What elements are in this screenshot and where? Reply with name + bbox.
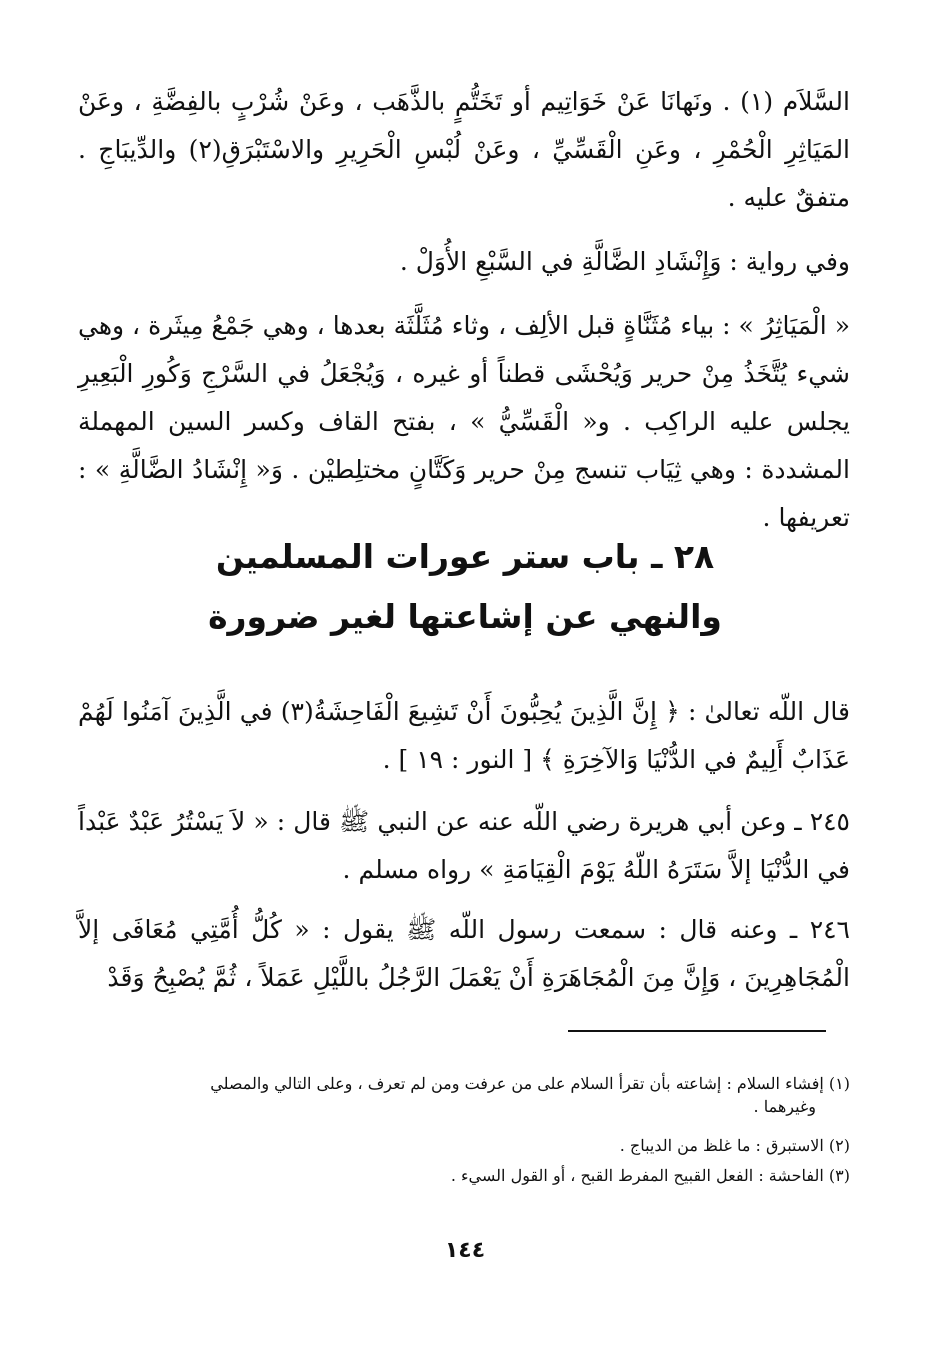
footnote-separator	[568, 1030, 826, 1032]
footnote-1-text: (١) إفشاء السلام : إشاعته بأن تقرأ السلام على من عرفت ومن لم تعرف ، وعلى التالي والمصلي	[210, 1074, 850, 1093]
footnote-3: (٣) الفاحشة : الفعل القبيح المفرط القبح ، أو القول السيء .	[450, 1166, 850, 1185]
paragraph-quran-verse: قال اللّه تعالىٰ : ﴿ إِنَّ الَّذِينَ يُحِبُّونَ أَنْ تَشِيعَ الْفَاحِشَةُ(٣) في الَّذِينَ آمَنُوا لَهُمْ عَذَابٌ أَلِيمٌ في الدُّنْيَا وَالآخِرَةِ ﴾ [ النور : ١٩ ] .	[78, 697, 851, 774]
paragraph-hadith-continuation: السَّلاَم (١) . ونَهانَا عَنْ خَوَاتِيم أو تَخَتُّمٍ بالذَّهَب ، وعَنْ شُرْبٍ بالفِضَّةِ ، وعَنْ المَيَاثِرِ الْحُمْرِ ، وعَنِ الْقَسِّيِّ ، وعَنْ لُبْسِ الْحَرِيرِ والاسْتَبْرَقِ(٢) والدِّيبَاجِ . متفقٌ عليه .	[78, 87, 851, 212]
paragraph-hadith-245: ٢٤٥ ـ وعن أبي هريرة رضي اللّه عنه عن النبي ﷺ قال : « لاَ يَسْتُرُ عَبْدٌ عَبْداً في الدُّنْيَا إلاَّ سَتَرَهُ اللّهُ يَوْمَ الْقِيَامَةِ » رواه مسلم .	[78, 807, 850, 884]
paragraph-explanation: « الْمَيَاثِرُ » : بياء مُثَنَّاةٍ قبل الألِف ، وثاء مُثَلَّثَة بعدها ، وهي جَمْعُ مِيثَرة ، وهي شيء يُتَّخَذُ مِنْ حرير وَيُحْشَى قطناً أو غيره ، وَيُجْعَلُ في السَّرْجِ وَكُورِ الْبَعِيرِ يجلس عليه الراكِب . و« الْقَسِّيُّ » ، بفتح القاف وكسر السين المهملة المشددة : وهي ثِيَاب تنسج مِنْ حرير وَكَتَّانٍ مختلِطيْن . وَ« إِنْشَادُ الضَّالَّةِ » : تعريفها .	[78, 311, 850, 532]
paragraph-narration-variant: وفي رواية : وَإِنْشَادِ الضَّالَّةِ في السَّبْعِ الأُوَلْ .	[399, 247, 850, 276]
footnote-2: (٢) الاستبرق : ما غلظ من الديباج .	[619, 1136, 850, 1155]
page-number: ١٤٤	[444, 1238, 486, 1263]
chapter-title-line1: ٢٨ ـ باب ستر عورات المسلمين	[215, 537, 715, 576]
footnote-1	[80, 1072, 850, 1118]
footnote-1-continuation: وغيرهما .	[753, 1097, 816, 1116]
paragraph-hadith-246: ٢٤٦ ـ وعنه قال : سمعت رسول اللّه ﷺ يقول : « كُلُّ أُمَّتِي مُعَافَى إلاَّ الْمُجَاهِرِينَ ، وَإِنَّ مِنَ الْمُجَاهَرَةِ أَنْ يَعْمَلَ الرَّجُلُ باللَّيْلِ عَمَلاً ، ثُمَّ يُصْبِحُ وَقَدْ	[78, 915, 850, 992]
chapter-title-line2: والنهي عن إشاعتها لغير ضرورة	[208, 597, 722, 636]
